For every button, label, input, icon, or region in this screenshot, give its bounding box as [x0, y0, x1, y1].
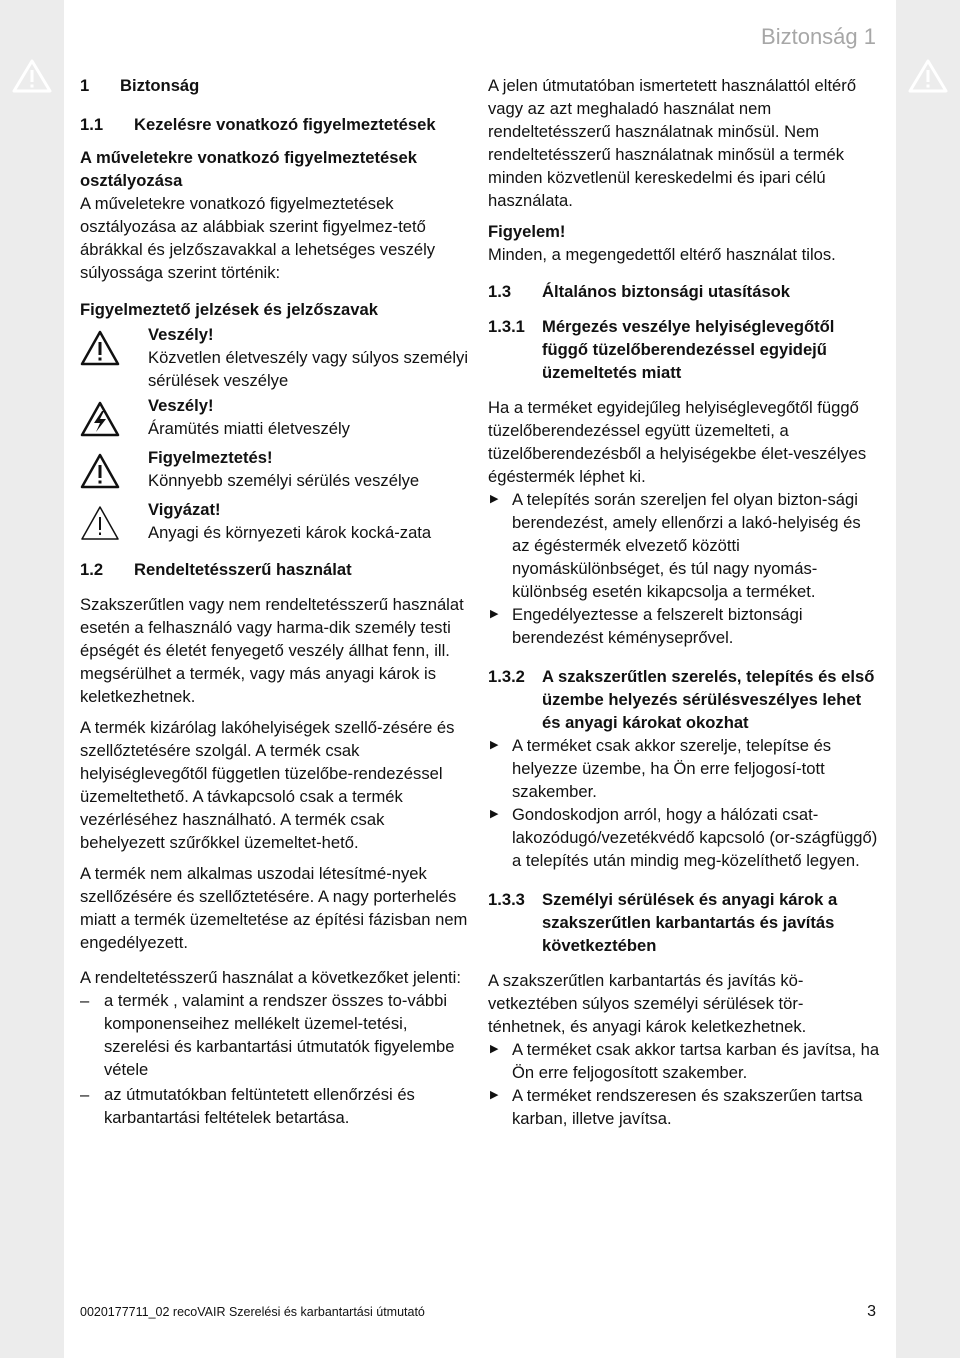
- paragraph: A rendeltetésszerű használat a következőket jelenti:: [80, 968, 461, 987]
- warning-triangle-icon: [80, 329, 120, 367]
- signal-description: Anyagi és környezeti károk kocká-zata: [148, 523, 432, 542]
- section-1-3-heading: [488, 280, 880, 303]
- section-number: 1.3.2: [488, 667, 525, 686]
- dash-marker: –: [80, 1085, 90, 1104]
- page-number: 3: [867, 1303, 876, 1320]
- arrow-bullet-icon: ▶: [490, 808, 499, 820]
- arrow-bullet-icon: ▶: [490, 608, 499, 620]
- list-item: – az útmutatókban feltüntetett ellenőrzési és karbantartási feltételek betartása.: [80, 1085, 415, 1127]
- section-title: Általános biztonsági utasítások: [542, 282, 791, 301]
- warning-level-warning: [80, 446, 472, 496]
- section-number: 1.3.3: [488, 890, 525, 909]
- arrow-bullet-icon: ▶: [490, 1043, 499, 1055]
- right-column: [488, 74, 880, 1130]
- paragraph: Ha a terméket egyidejűleg helyiséglevegőtől függő tüzelőberendezéssel együtt üzemelteti, a tüzelőberendezésből a helyiségekbe élet-veszélyes égéstermék léphet ki.: [488, 398, 867, 486]
- signal-description: Áramütés miatti életveszély: [148, 419, 350, 438]
- section-number: 1: [80, 76, 90, 95]
- electric-shock-icon: [80, 400, 120, 438]
- signal-description: Közvetlen életveszély vagy súlyos személyi sérülések veszélye: [148, 348, 469, 390]
- section-title: Mérgezés veszélye helyiséglevegőtől függő tüzelőberendezéssel egyidejű üzemeltetés miatt: [542, 317, 835, 382]
- section-1-3-3-heading: [488, 888, 880, 957]
- warning-level-danger: [80, 323, 472, 392]
- arrow-bullet-icon: ▶: [490, 493, 499, 505]
- section-1-heading: [80, 74, 472, 97]
- left-column: [80, 74, 472, 1129]
- left-margin-bar: [0, 0, 64, 1358]
- signal-word: Veszély!: [148, 325, 214, 344]
- warning-triangle-icon: [80, 452, 120, 490]
- arrow-list: [488, 488, 880, 649]
- section-number: 1.1: [80, 115, 104, 134]
- warning-level-caution: [80, 498, 472, 548]
- section-1-3-2-heading: [488, 665, 880, 734]
- section-title: Személyi sérülések és anyagi károk a szakszerűtlen karbantartás és javítás következtében: [542, 890, 838, 955]
- dash-list: [80, 989, 472, 1129]
- section-title: Rendeltetésszerű használat: [134, 560, 352, 579]
- section-number: 1.3: [488, 282, 512, 301]
- running-head: Biztonság 1: [761, 24, 876, 49]
- warning-triangle-icon: [12, 58, 52, 94]
- classification-text: A műveletekre vonatkozó figyelmeztetések osztályozása az alábbiak szerint figyelmez-tető ábrákkal és jelzőszavakkal a lehetséges veszély súlyossága szerint történik:: [80, 194, 436, 282]
- arrow-list: [488, 1038, 880, 1130]
- list-item: ▶ A terméket csak akkor szerelje, telepítse és helyezze üzembe, ha Ön erre feljogosí-tott szakember.: [490, 736, 832, 801]
- section-1-3-1-heading: [488, 315, 880, 384]
- section-title: Biztonság: [120, 76, 200, 95]
- signals-heading: Figyelmeztető jelzések és jelzőszavak: [80, 300, 378, 319]
- footer-document-id: 0020177711_02 recoVAIR Szerelési és karbantartási útmutató: [80, 1305, 425, 1319]
- section-1-1-heading: [80, 113, 472, 136]
- list-item: ▶ A terméket rendszeresen és szakszerűen tartsa karban, illetve javítsa.: [490, 1086, 863, 1128]
- paragraph: A szakszerűtlen karbantartás és javítás kö-vetkeztében súlyos személyi sérülések tör-ténhetnek, és anyagi károk keletkezhetnek.: [488, 971, 807, 1036]
- right-margin-bar: [896, 0, 960, 1358]
- dash-marker: –: [80, 991, 90, 1010]
- arrow-list: [488, 734, 880, 872]
- paragraph: A termék nem alkalmas uszodai létesítmé-nyek szellőzésére és szellőztetésére. A nagy porterhelés miatt a termék üzemeltetése az építési fázisban nem engedélyezett.: [80, 864, 468, 952]
- paragraph: A termék kizárólag lakóhelyiségek szellő-zésére és szellőztetésére szolgál. A termék csak helyiséglevegőtől független tüzelőbe-rendezéssel üzemeltethető. A távkapcsoló csak a termék vezérléséhez használható. A termék csak behelyezett szűrőkkel üzemeltet-hető.: [80, 718, 455, 852]
- paragraph: Szakszerűtlen vagy nem rendeltetésszerű használat esetén a felhasználó vagy harma-dik személy testi épségét és életét fenyegető veszély állhat fenn, ill. megsérülhet a termék, vagy más anyagi károk is keletkezhetnek.: [80, 595, 464, 706]
- paragraph: A jelen útmutatóban ismertetett használattól eltérő vagy az azt meghaladó használat nem rendeltetésszerű használatnak minősül. Nem rendeltetésszerű használatnak minősül a termék minden közvetlenül kereskedelmi és ipari célú használata.: [488, 76, 857, 210]
- signal-word: Figyelmeztetés!: [148, 448, 273, 467]
- signal-word: Veszély!: [148, 396, 214, 415]
- section-number: 1.2: [80, 560, 104, 579]
- arrow-bullet-icon: ▶: [490, 739, 499, 751]
- warning-triangle-icon: [908, 58, 948, 94]
- attention-label: Figyelem!: [488, 222, 566, 241]
- caution-triangle-icon: [80, 504, 120, 542]
- warning-level-electric: [80, 394, 472, 444]
- list-item: ▶ Engedélyeztesse a felszerelt biztonsági berendezést kéményseprővel.: [490, 605, 803, 647]
- arrow-bullet-icon: ▶: [490, 1089, 499, 1101]
- classification-heading: A műveletekre vonatkozó figyelmeztetések osztályozása: [80, 148, 417, 190]
- paragraph: Minden, a megengedettől eltérő használat tilos.: [488, 245, 836, 264]
- section-title: Kezelésre vonatkozó figyelmeztetések: [134, 115, 436, 134]
- list-item: ▶ A terméket csak akkor tartsa karban és javítsa, ha Ön erre feljogosított szakember.: [490, 1040, 880, 1082]
- section-number: 1.3.1: [488, 317, 525, 336]
- list-item: ▶ A telepítés során szereljen fel olyan bizton-sági berendezést, amely ellenőrzi a lakó-helyiség és az égéstermék elvezető közötti nyomáskülönbséget, és túl nagy nyomás-különbség esetén kikapcsolja a terméket.: [490, 490, 861, 601]
- section-title: A szakszerűtlen szerelés, telepítés és első üzembe helyezés sérülésveszélyes lehet és anyagi károkat okozhat: [542, 667, 875, 732]
- signal-description: Könnyebb személyi sérülés veszélye: [148, 471, 420, 490]
- list-item: ▶ Gondoskodjon arról, hogy a hálózati csat-lakozódugó/vezetékvédő kapcsoló (or-szágfüggő) a telepítés után mindig meg-közelíthető legyen.: [490, 805, 878, 870]
- signal-word: Vigyázat!: [148, 500, 221, 519]
- section-1-2-heading: [80, 558, 472, 581]
- list-item: – a termék , valamint a rendszer összes to-vábbi komponenseihez mellékelt üzemel-tetési, szerelési és karbantartási útmutatók figyelembe vétele: [80, 991, 455, 1079]
